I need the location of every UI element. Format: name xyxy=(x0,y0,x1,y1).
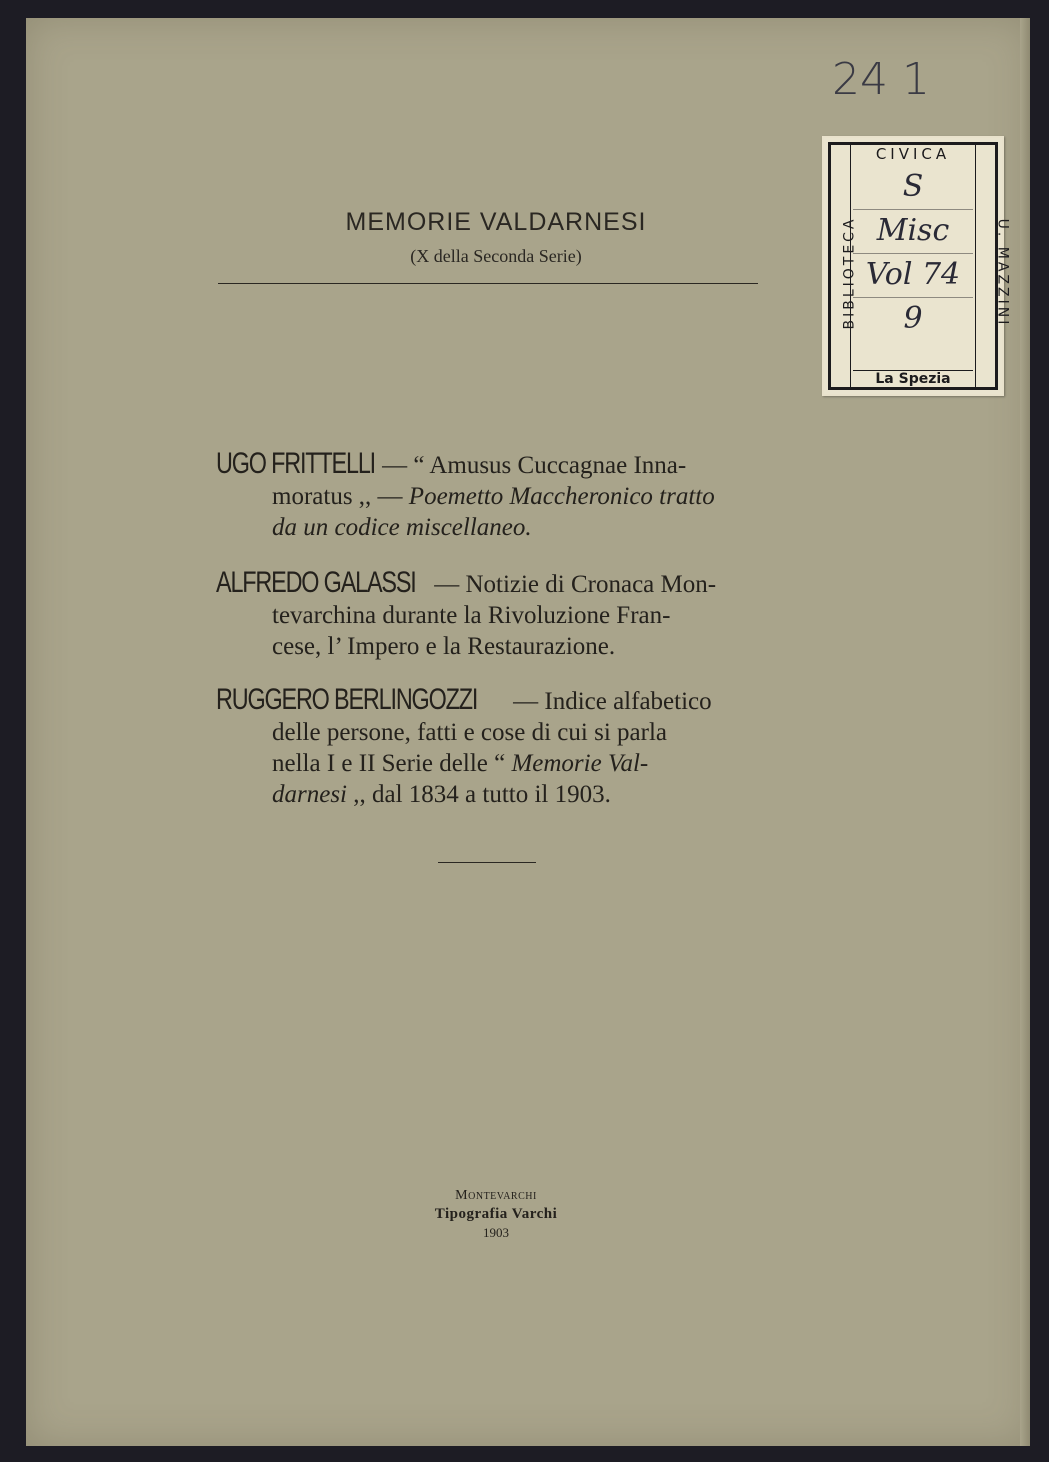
entry-text-italic: Poemetto Maccheronico tratto xyxy=(408,483,715,510)
entry-text-italic: da un codice miscellaneo. xyxy=(272,514,532,541)
library-label-right: U. MAZZINI xyxy=(994,218,1011,328)
contents-entry xyxy=(216,567,768,662)
library-label-left: BIBLIOTECA xyxy=(841,216,858,330)
entry-author: RUGGERO BERLINGOZZI xyxy=(216,683,478,716)
divider xyxy=(438,862,536,863)
handwritten-shelf-mark: 24 1 xyxy=(832,54,930,105)
shelf-mark-row: Vol 74 xyxy=(853,253,973,298)
entry-text: — Indice alfabetico xyxy=(513,688,712,715)
library-label xyxy=(822,136,1011,396)
library-label-top: CIVICA xyxy=(875,145,951,163)
contents-entry xyxy=(216,684,768,810)
page-edge xyxy=(1020,18,1030,1446)
entry-text: nella I e II Serie delle “ xyxy=(272,750,512,777)
entry-text: — “ Amusus Cuccagnae Inna- xyxy=(382,452,687,479)
document-page xyxy=(26,18,1030,1446)
contents-entry xyxy=(216,448,768,543)
entry-text: cese, l’ Impero e la Restaurazione. xyxy=(272,633,616,660)
entry-text: delle persone, fatti e cose di cui si parla xyxy=(272,719,667,746)
series-title: MEMORIE VALDARNESI xyxy=(345,208,647,236)
entry-text: moratus ,, — xyxy=(272,483,409,510)
shelf-mark-row: Misc xyxy=(853,209,973,254)
entry-author: UGO FRITTELLI xyxy=(216,447,376,480)
imprint-year: 1903 xyxy=(483,1225,509,1240)
shelf-mark-row: 9 xyxy=(903,301,923,336)
entry-text-italic: Memorie Val- xyxy=(511,750,649,777)
library-label-bottom: La Spezia xyxy=(853,370,973,387)
entry-author: ALFREDO GALASSI xyxy=(216,566,416,599)
series-subtitle: (X della Seconda Serie) xyxy=(410,246,582,266)
imprint-printer: Tipografia Varchi xyxy=(434,1206,558,1222)
entry-text: ,, dal 1834 a tutto il 1903. xyxy=(347,781,611,808)
shelf-mark-row: S xyxy=(853,165,973,210)
entry-text-italic: darnesi xyxy=(272,781,347,808)
entry-text: tevarchina durante la Rivoluzione Fran- xyxy=(272,602,671,629)
entry-text: — Notizie di Cronaca Mon- xyxy=(434,571,717,598)
library-label-frame xyxy=(828,142,1011,390)
divider xyxy=(218,283,758,284)
imprint-city: Montevarchi xyxy=(455,1188,537,1203)
